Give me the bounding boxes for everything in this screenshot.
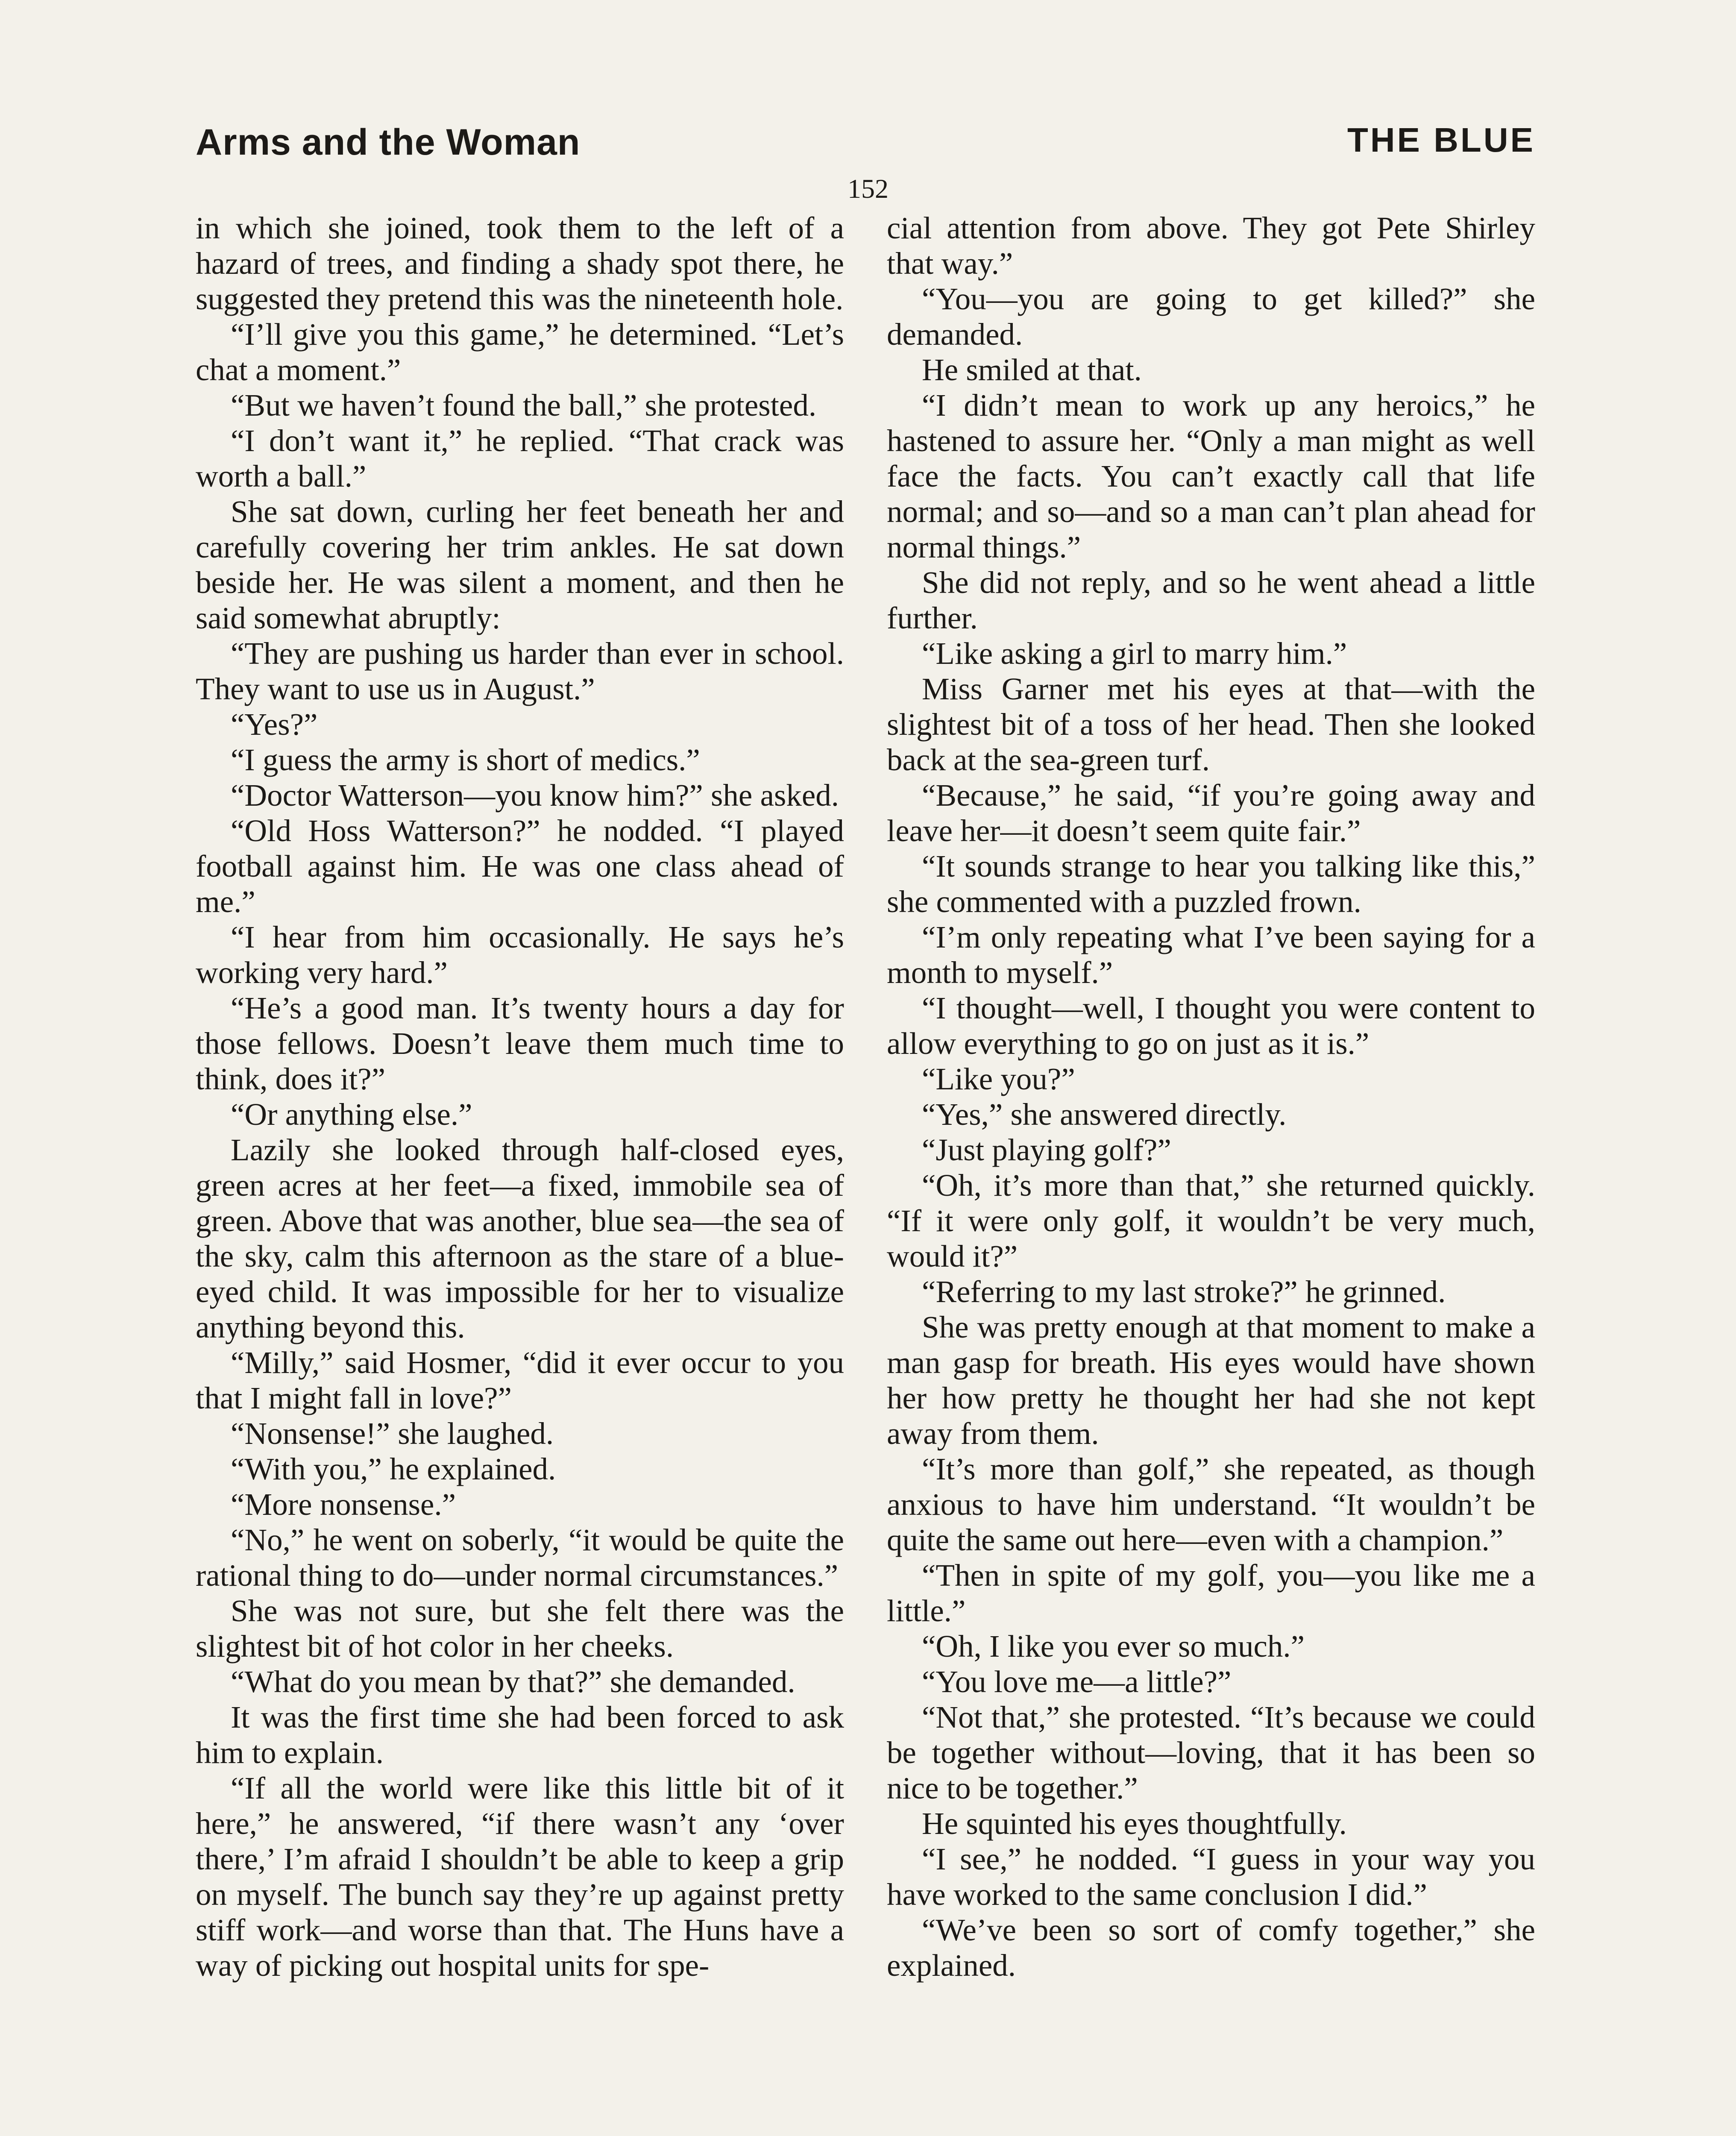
- paragraph: She was pretty enough at that moment to make a man gasp for breath. His eyes would have shown her how pretty he thought her had she not kept away from them.: [887, 1310, 1535, 1451]
- paragraph: “I’m only repeating what I’ve been saying for a month to myself.”: [887, 920, 1535, 990]
- paragraph: “Or anything else.”: [231, 1097, 472, 1132]
- paragraph: “Old Hoss Watterson?” he nodded. “I played football against him. He was one class ahead of me.”: [196, 813, 844, 919]
- paragraph: “Just playing golf?”: [922, 1133, 1171, 1167]
- magazine-title: THE BLUE: [1347, 121, 1535, 159]
- paragraph: “I thought—well, I thought you were content to allow everything to go on just as it is.”: [887, 991, 1535, 1061]
- paragraph: in which she joined, took them to the left of a hazard of trees, and finding a shady spot there, he suggested they pretend this was the nineteenth hole.: [196, 211, 844, 316]
- paragraph: “With you,” he explained.: [231, 1452, 556, 1486]
- paragraph: “I see,” he nodded. “I guess in your way you have worked to the same conclusion I did.”: [887, 1842, 1535, 1912]
- paragraph: “They are pushing us harder than ever in school. They want to use us in August.”: [196, 636, 844, 706]
- paragraph: “Yes?”: [231, 707, 318, 742]
- paragraph: “He’s a good man. It’s twenty hours a day for those fellows. Doesn’t leave them much time to think, does it?”: [196, 991, 844, 1096]
- paragraph: “Oh, it’s more than that,” she returned quickly. “If it were only golf, it wouldn’t be very much, would it?”: [887, 1168, 1535, 1273]
- paragraph: “Oh, I like you ever so much.”: [922, 1629, 1305, 1664]
- paragraph: “I hear from him occasionally. He says he’s working very hard.”: [196, 920, 844, 990]
- paragraph: She was not sure, but she felt there was the slightest bit of hot color in her cheeks.: [196, 1593, 844, 1664]
- paragraph: “No,” he went on soberly, “it would be quite the rational thing to do—under normal circumstances.”: [196, 1523, 844, 1593]
- page-number: 152: [847, 173, 889, 204]
- paragraph: “More nonsense.”: [231, 1487, 456, 1522]
- paragraph: “It’s more than golf,” she repeated, as though anxious to have him understand. “It wouldn’t be quite the same out here—even with a champion.”: [887, 1452, 1535, 1557]
- paragraph: “Like you?”: [922, 1062, 1075, 1096]
- paragraph: Lazily she looked through half-closed eyes, green acres at her feet—a fixed, immobile sea of green. Above that was another, blue sea—the sea of the sky, calm this afternoon as the stare of a blue-eyed child. It was impossible for her to visualize anything beyond this.: [196, 1133, 844, 1344]
- paragraph: “We’ve been so sort of comfy together,” she explained.: [887, 1913, 1535, 1983]
- paragraph: He smiled at that.: [922, 352, 1142, 387]
- paragraph: He squinted his eyes thoughtfully.: [922, 1806, 1347, 1841]
- paragraph: “Referring to my last stroke?” he grinned.: [922, 1274, 1446, 1309]
- paragraph: “I guess the army is short of medics.”: [231, 742, 700, 777]
- paragraph: “But we haven’t found the ball,” she protested.: [231, 388, 817, 423]
- paragraph: Miss Garner met his eyes at that—with the slightest bit of a toss of her head. Then she looked back at the sea-green turf.: [887, 672, 1535, 777]
- paragraph: “You love me—a little?”: [922, 1664, 1232, 1699]
- paragraph: It was the first time she had been forced to ask him to explain.: [196, 1700, 844, 1770]
- paragraph: “Not that,” she protested. “It’s because we could be together without—loving, that it has been so nice to be together.”: [887, 1700, 1535, 1805]
- paragraph: “What do you mean by that?” she demanded.: [231, 1664, 795, 1699]
- paragraph: “If all the world were like this little bit of it here,” he answered, “if there wasn’t any ‘over there,’ I’m afraid I shouldn’t be able to keep a grip on myself. The bunch say they’re up against pretty stiff work—and worse than that. The Huns have a way of picking out hospital units for spe-: [196, 1771, 844, 1983]
- paragraph: She did not reply, and so he went ahead a little further.: [887, 565, 1535, 635]
- paragraph: “You—you are going to get killed?” she demanded.: [887, 282, 1535, 352]
- paragraph: “I’ll give you this game,” he determined. “Let’s chat a moment.”: [196, 317, 844, 387]
- right-text-column: [887, 210, 1535, 1983]
- story-title: Arms and the Woman: [196, 122, 581, 163]
- paragraph: “It sounds strange to hear you talking like this,” she commented with a puzzled frown.: [887, 849, 1535, 919]
- left-text-column: [196, 210, 844, 1983]
- paragraph: “Milly,” said Hosmer, “did it ever occur to you that I might fall in love?”: [196, 1345, 844, 1415]
- paragraph: “Then in spite of my golf, you—you like me a little.”: [887, 1558, 1535, 1628]
- paragraph: She sat down, curling her feet beneath her and carefully covering her trim ankles. He sat down beside her. He was silent a moment, and then he said somewhat abruptly:: [196, 494, 844, 635]
- paragraph: “Like asking a girl to marry him.”: [922, 636, 1347, 671]
- paragraph: cial attention from above. They got Pete Shirley that way.”: [887, 211, 1535, 281]
- paragraph: “Doctor Watterson—you know him?” she asked.: [231, 778, 839, 813]
- paragraph: “Nonsense!” she laughed.: [231, 1416, 554, 1451]
- paragraph: “I didn’t mean to work up any heroics,” he hastened to assure her. “Only a man might as well face the facts. You can’t exactly call that life normal; and so—and so a man can’t plan ahead for normal things.”: [887, 388, 1535, 564]
- paragraph: “I don’t want it,” he replied. “That crack was worth a ball.”: [196, 423, 844, 493]
- paragraph: “Yes,” she answered directly.: [922, 1097, 1287, 1132]
- paragraph: “Because,” he said, “if you’re going away and leave her—it doesn’t seem quite fair.”: [887, 778, 1535, 848]
